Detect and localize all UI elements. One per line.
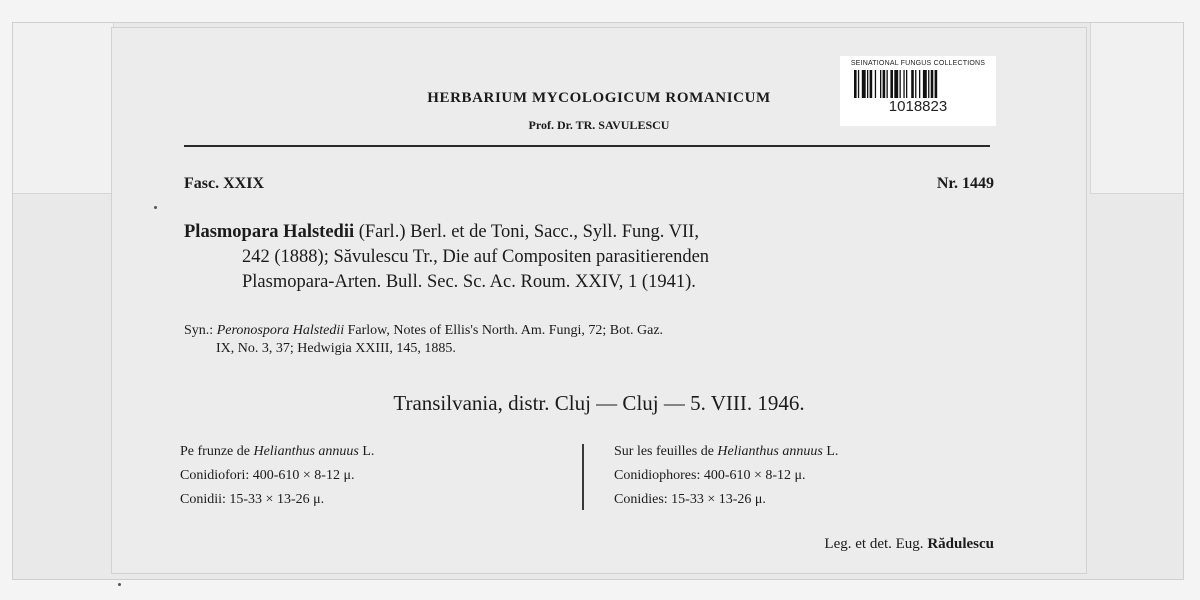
conidiophore-size-romanian: Conidiofori: 400-610 × 8-12 μ. — [180, 468, 355, 483]
herbarium-label — [112, 28, 1086, 573]
specimen-number: Nr. 1449 — [936, 175, 994, 192]
host-name: Helianthus annuus — [253, 444, 359, 459]
host-prefix: Pe frunze de — [180, 444, 254, 459]
synonym-line-1 — [184, 323, 663, 338]
species-citation — [184, 220, 992, 295]
header-rule — [184, 145, 990, 147]
host-line-romanian — [180, 440, 374, 464]
conidia-size-romanian: Conidii: 15-33 × 13-26 μ. — [180, 492, 325, 507]
conidiophore-size-french: Conidiophores: 400-610 × 8-12 μ. — [614, 468, 806, 483]
species-line-1 — [184, 222, 699, 242]
synonym-line-2: IX, No. 3, 37; Hedwigia XXIII, 145, 1885. — [216, 341, 456, 356]
species-line-3: Plasmopara-Arten. Bull. Sec. Sc. Ac. Roum. XXIV, 1 (1941). — [242, 272, 696, 292]
column-divider — [582, 444, 584, 510]
host-suffix: L. — [822, 444, 839, 459]
dust-speck — [154, 206, 157, 209]
host-line-french — [614, 440, 838, 464]
host-suffix: L. — [358, 444, 375, 459]
envelope-fold-right — [1090, 23, 1183, 194]
barcode-caption: SEINATIONAL FUNGUS COLLECTIONS — [850, 60, 986, 67]
barcode-number: 1018823 — [888, 98, 948, 115]
collector-prefix: Leg. et det. Eug. — [824, 536, 928, 552]
host-info-romanian — [180, 440, 374, 512]
species-name: Plasmopara Halstedii — [184, 222, 355, 242]
collector-name: Rădulescu — [927, 536, 994, 552]
dust-speck — [118, 583, 121, 586]
collection-locality: Transilvania, distr. Cluj — Cluj — 5. VIII. 1946. — [393, 391, 805, 415]
herbarium-title: HERBARIUM MYCOLOGICUM ROMANICUM — [427, 90, 771, 106]
synonym-citation — [184, 322, 992, 358]
synonym-name: Peronospora Halstedii — [216, 323, 345, 338]
host-name: Helianthus annuus — [717, 444, 823, 459]
herbarium-subtitle: Prof. Dr. TR. SAVULESCU — [528, 118, 670, 132]
collector-credit — [824, 536, 994, 553]
synonym-prefix: Syn.: — [184, 323, 217, 338]
host-prefix: Sur les feuilles de — [614, 444, 718, 459]
species-line-2: 242 (1888); Săvulescu Tr., Die auf Compositen parasitierenden — [242, 247, 710, 267]
synonym-reference: Farlow, Notes of Ellis's North. Am. Fungi, 72; Bot. Gaz. — [344, 323, 664, 338]
host-info-french — [614, 440, 838, 512]
envelope-fold-left — [13, 23, 114, 194]
species-authority: (Farl.) Berl. et de Toni, Sacc., Syll. Fung. VII, — [354, 222, 699, 242]
conidia-size-french: Conidies: 15-33 × 13-26 μ. — [614, 492, 766, 507]
fascicle-number: Fasc. XXIX — [184, 175, 264, 192]
